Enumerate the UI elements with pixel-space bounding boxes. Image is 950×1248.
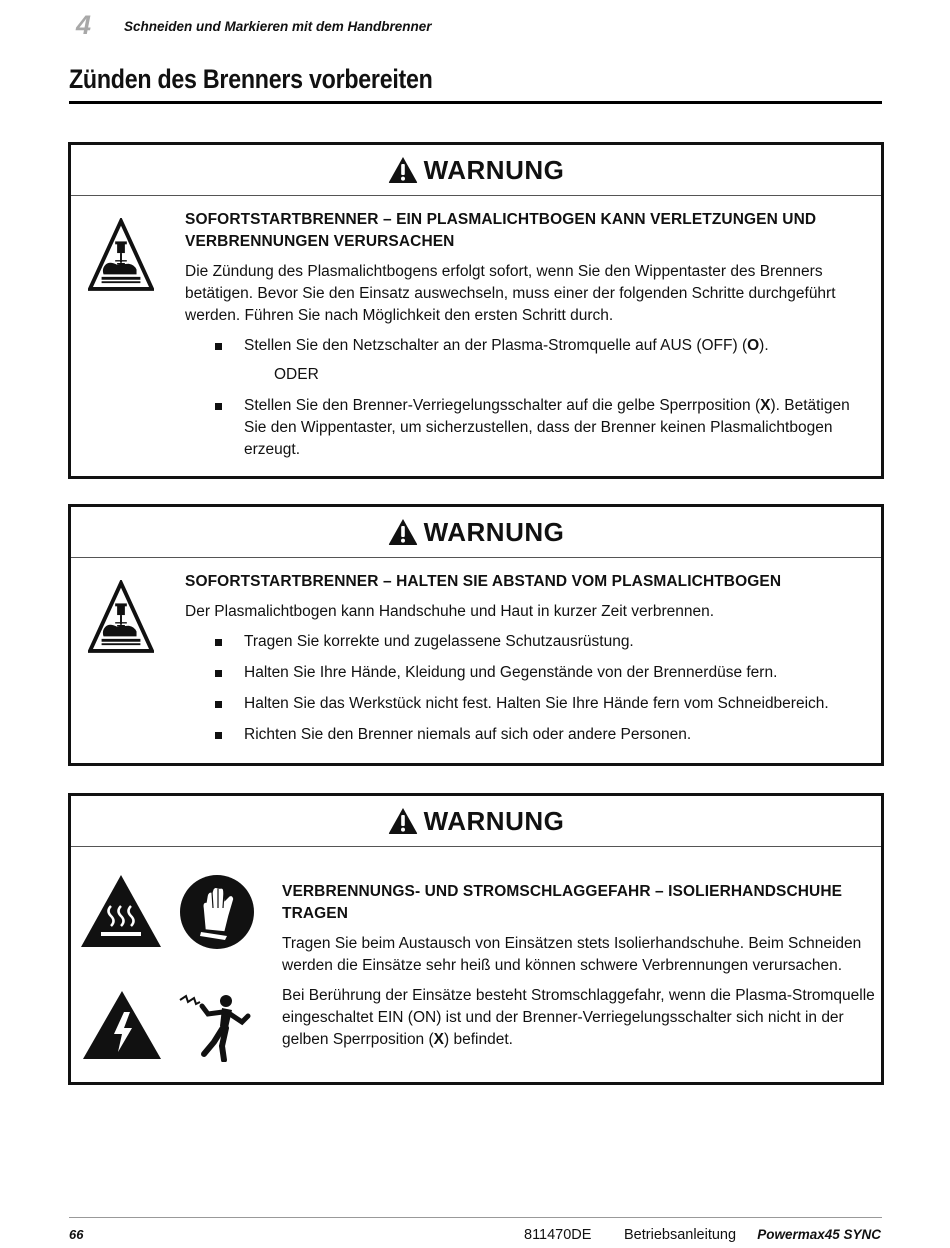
page-title: Zünden des Brenners vorbereiten	[69, 64, 433, 94]
list-item: Tragen Sie korrekte und zugelassene Schutzausrüstung.	[185, 631, 865, 653]
list-item: Stellen Sie den Netzschalter an der Plasma-Stromquelle auf AUS (OFF) (O).	[185, 335, 865, 357]
warning-paragraph-1: Tragen Sie beim Austausch von Einsätzen stets Isolierhandschuhe. Beim Schneiden werden die Einsätze sehr heiß und können schwere Verbrennungen verursachen.	[282, 935, 862, 974]
warning-label: WARNUNG	[423, 154, 565, 185]
document-code: 811470DE	[524, 1227, 592, 1243]
electric-shock-icon	[82, 990, 162, 1060]
warning-heading: SOFORTSTARTBRENNER – EIN PLASMALICHTBOGEN KANN VERLETZUNGEN UND VERBRENNUNGEN VERURSACHEN	[185, 211, 817, 250]
chapter-number: 4	[76, 10, 92, 40]
list-item: Stellen Sie den Brenner-Verriegelungsschalter auf die gelbe Sperrposition (X). Betätigen Sie den Wippentaster, um sicherzustellen, dass der Brenner keinen Plasmalichtbogen erzeugt.	[185, 395, 865, 461]
document-type: Betriebsanleitung	[624, 1227, 737, 1243]
chapter-title: Schneiden und Markieren mit dem Handbrenner	[124, 19, 432, 34]
warning-box-3	[68, 793, 884, 1085]
bullet-list	[185, 395, 865, 461]
warning-paragraph: Die Zündung des Plasmalichtbogens erfolgt sofort, wenn Sie den Wippentaster des Brenners betätigen. Bevor Sie den Einsatz auswechseln, muss einer der folgenden Schritte durchgeführt werden. Führen Sie nach Möglichkeit den ersten Schritt durch.	[185, 263, 836, 324]
electrocution-icon	[178, 992, 260, 1062]
or-text: ODER	[274, 366, 319, 383]
warning-triangle-icon	[388, 156, 418, 184]
torch-hazard-icon	[88, 580, 154, 654]
warning-heading: SOFORTSTARTBRENNER – HALTEN SIE ABSTAND VOM PLASMALICHTBOGEN	[185, 573, 782, 590]
warning-paragraph-2: Bei Berührung der Einsätze besteht Stromschlaggefahr, wenn die Plasma-Stromquelle eingeschaltet EIN (ON) ist und der Brenner-Verriegelungsschalter sich nicht in der gelben Sperrposition (X) befindet.	[282, 987, 875, 1048]
warning-header	[71, 507, 881, 558]
warning-triangle-icon	[388, 807, 418, 835]
warning-box-1	[68, 142, 884, 479]
warning-header	[71, 145, 881, 196]
warning-label: WARNUNG	[423, 516, 565, 547]
page-number: 66	[69, 1227, 84, 1242]
list-item: Richten Sie den Brenner niemals auf sich oder andere Personen.	[185, 724, 865, 746]
warning-label: WARNUNG	[423, 805, 565, 836]
list-item: Halten Sie das Werkstück nicht fest. Halten Sie Ihre Hände fern vom Schneidbereich.	[185, 693, 865, 715]
warning-header	[71, 796, 881, 847]
warning-paragraph: Der Plasmalichtbogen kann Handschuhe und Haut in kurzer Zeit verbrennen.	[185, 603, 715, 620]
warning-triangle-icon	[388, 518, 418, 546]
torch-hazard-icon	[88, 218, 154, 292]
bullet-list	[185, 335, 865, 357]
list-item: Halten Sie Ihre Hände, Kleidung und Gegenstände von der Brennerdüse fern.	[185, 662, 865, 684]
hot-surface-icon	[80, 874, 162, 948]
title-rule	[69, 101, 882, 104]
bullet-list	[185, 631, 865, 746]
product-name: Powermax45 SYNC	[757, 1227, 881, 1242]
warning-heading: VERBRENNUNGS- UND STROMSCHLAGGEFAHR – ISOLIERHANDSCHUHE TRAGEN	[282, 883, 843, 922]
footer-rule	[69, 1217, 882, 1218]
gloves-icon	[179, 874, 255, 950]
warning-box-2	[68, 504, 884, 766]
